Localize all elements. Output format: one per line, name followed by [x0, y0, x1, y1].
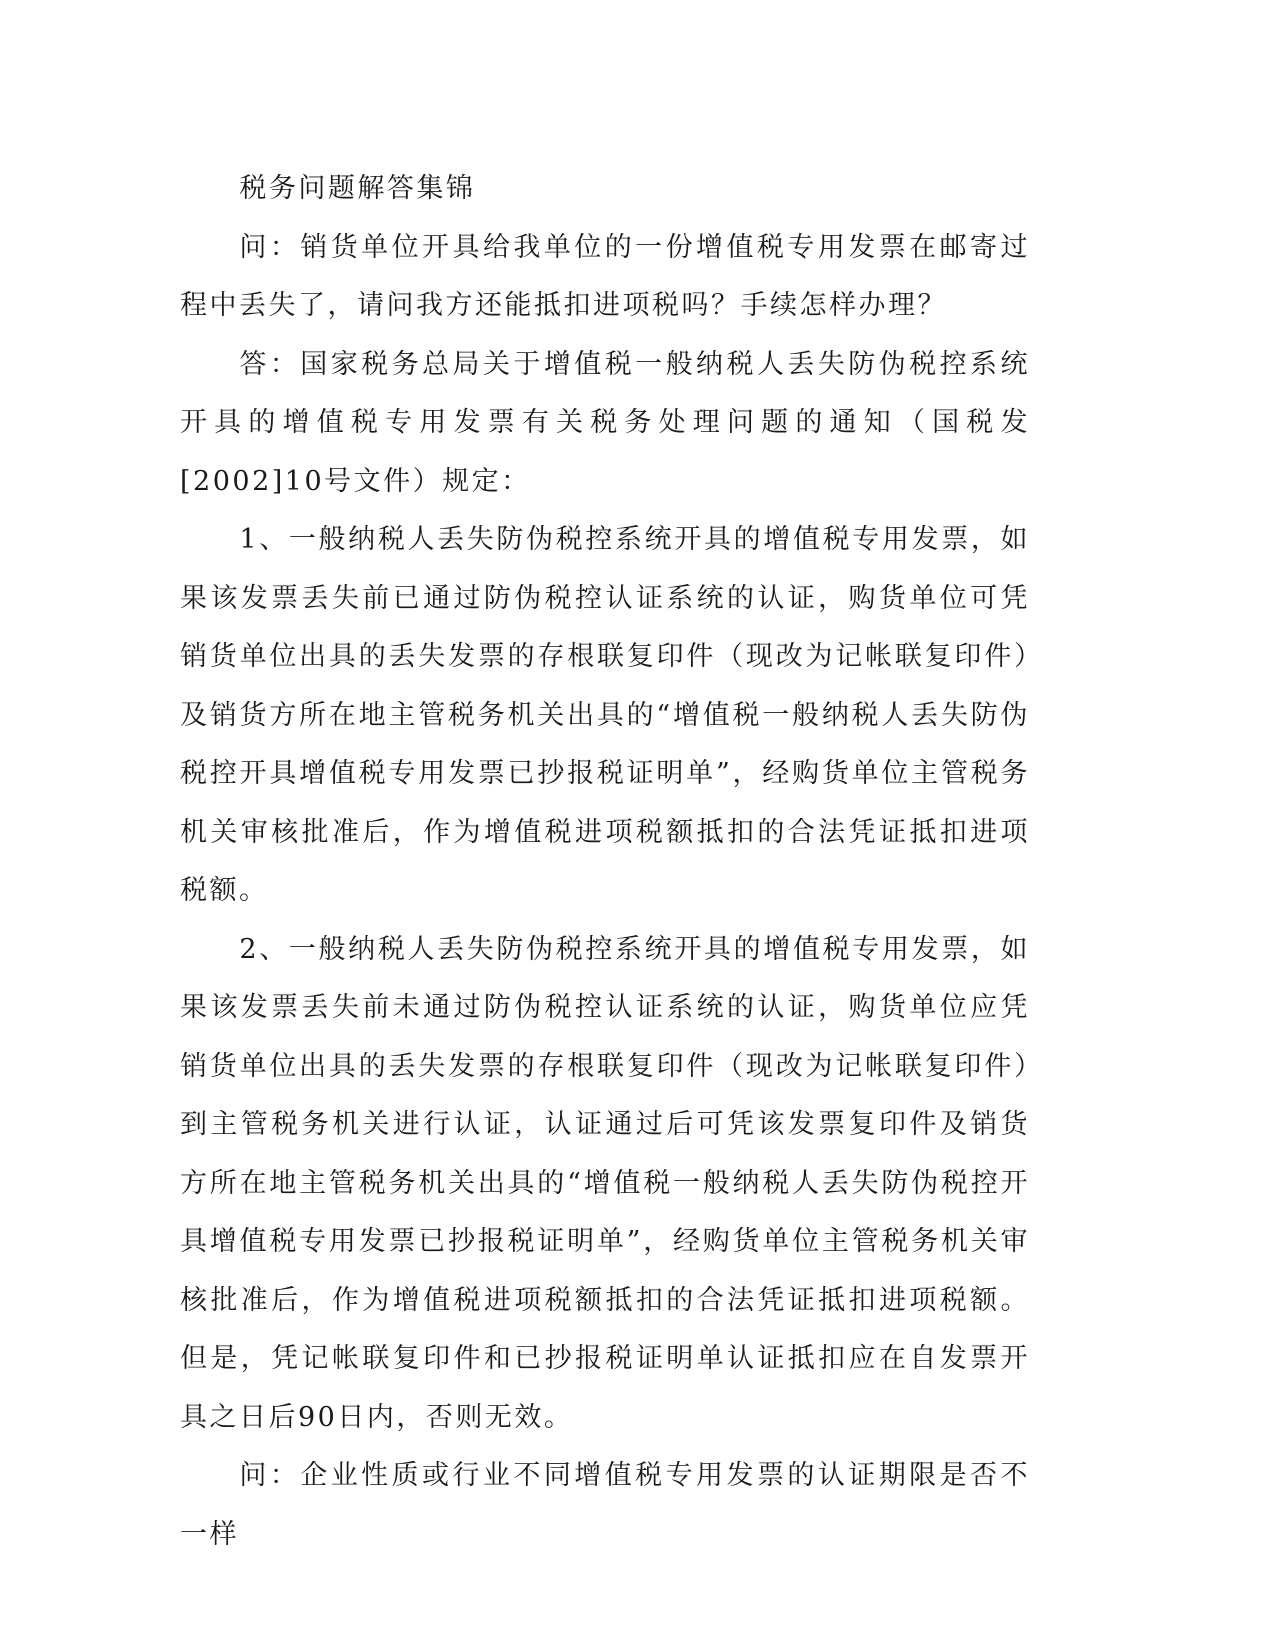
- document-body: [180, 160, 1030, 1564]
- rule-paragraph-1: 1、一般纳税人丢失防伪税控系统开具的增值税专用发票，如果该发票丢失前已通过防伪税控认证系统的认证，购货单位可凭销货单位出具的丢失发票的存根联复印件（现改为记帐联复印件）及销货方所在地主管税务机关出具的“增值税一般纳税人丢失防伪税控开具增值税专用发票已抄报税证明单”，经购货单位主管税务机关审核批准后，作为增值税进项税额抵扣的合法凭证抵扣进项税额。: [180, 524, 1030, 906]
- rule-paragraph-2: 2、一般纳税人丢失防伪税控系统开具的增值税专用发票，如果该发票丢失前未通过防伪税控认证系统的认证，购货单位应凭销货单位出具的丢失发票的存根联复印件（现改为记帐联复印件）到主管税务机关进行认证，认证通过后可凭该发票复印件及销货方所在地主管税务机关出具的“增值税一般纳税人丢失防伪税控开具增值税专用发票已抄报税证明单”，经购货单位主管税务机关审核批准后，作为增值税进项税额抵扣的合法凭证抵扣进项税额。但是，凭记帐联复印件和已抄报税证明单认证抵扣应在自发票开具之日后90日内，否则无效。: [180, 933, 1030, 1433]
- question-paragraph: 问：销货单位开具给我单位的一份增值税专用发票在邮寄过程中丢失了，请问我方还能抵扣进项税吗？手续怎样办理？: [180, 231, 1030, 321]
- answer-paragraph: 答：国家税务总局关于增值税一般纳税人丢失防伪税控系统开具的增值税专用发票有关税务处理问题的通知（国税发[2002]10号文件）规定：: [180, 348, 1030, 497]
- document-title: 税务问题解答集锦: [239, 173, 476, 204]
- question-paragraph-2: 问：企业性质或行业不同增值税专用发票的认证期限是否不一样: [180, 1460, 1030, 1550]
